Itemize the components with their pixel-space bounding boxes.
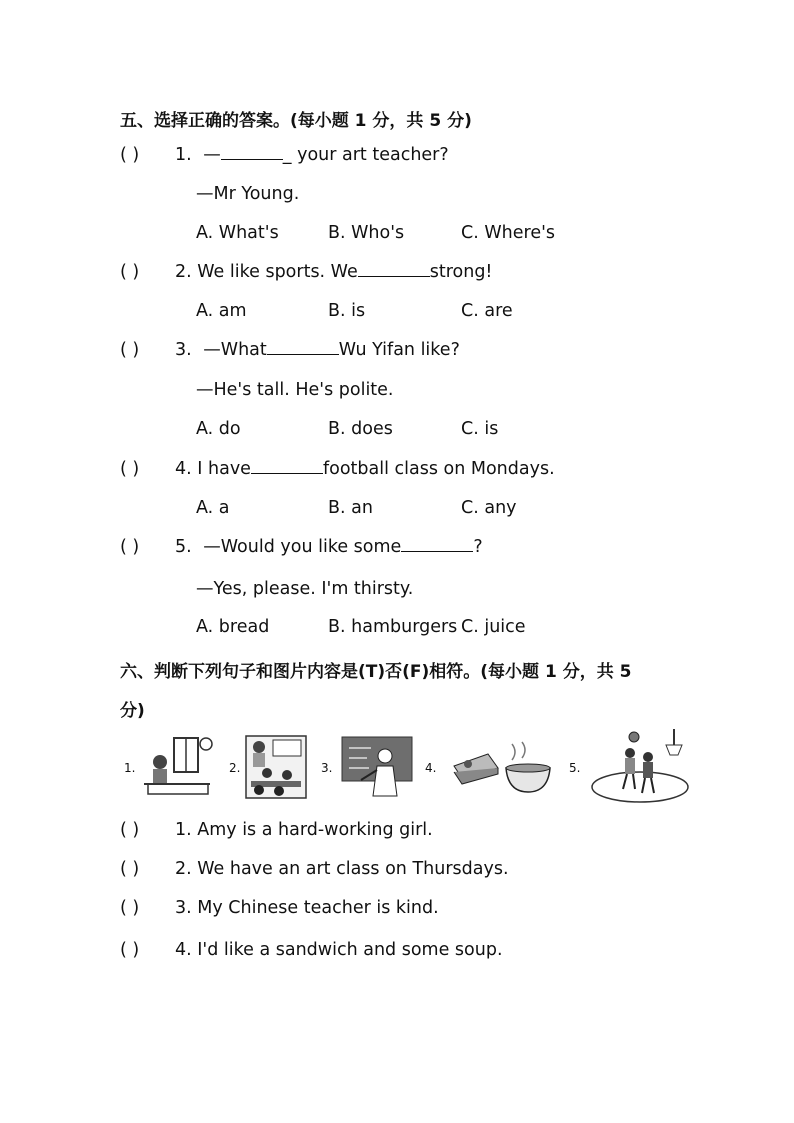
question-pre: — <box>203 145 221 165</box>
question-pre: —What <box>203 340 267 360</box>
q3-option-b: B. does <box>328 419 393 439</box>
picture-art-class <box>245 735 307 799</box>
question-number: 1. <box>175 145 192 165</box>
answer-paren-q3[interactable]: ( ) <box>120 340 140 360</box>
question-3 <box>175 340 460 360</box>
question-number: 5. <box>175 537 192 557</box>
question-post: _ your art teacher? <box>282 145 449 165</box>
answer-blank[interactable] <box>221 158 283 160</box>
q4-option-c: C. any <box>461 498 517 518</box>
question-post: Wu Yifan like? <box>338 340 460 360</box>
picture-number-3: 3. <box>321 761 333 775</box>
answer-blank[interactable] <box>401 550 473 552</box>
answer-paren-q1[interactable]: ( ) <box>120 145 140 165</box>
statement-3: 3. My Chinese teacher is kind. <box>175 898 439 918</box>
statement-2: 2. We have an art class on Thursdays. <box>175 859 509 879</box>
picture-girl-studying <box>140 732 215 800</box>
answer-paren-q4[interactable]: ( ) <box>120 459 140 479</box>
question-number: 3. <box>175 340 192 360</box>
q2-option-a: A. am <box>196 301 247 321</box>
answer-paren-s3[interactable]: ( ) <box>120 898 140 918</box>
section5-title: 五、选择正确的答案。(每小题 1 分，共 5 分) <box>120 111 472 131</box>
q5-option-c: C. juice <box>461 617 526 637</box>
question-5 <box>175 537 483 557</box>
question-4 <box>175 459 555 479</box>
answer-paren-s4[interactable]: ( ) <box>120 940 140 960</box>
question-number: 4. <box>175 459 192 479</box>
answer-paren-s2[interactable]: ( ) <box>120 859 140 879</box>
q4-option-a: A. a <box>196 498 230 518</box>
q1-option-c: C. Where's <box>461 223 556 243</box>
q2-option-c: C. are <box>461 301 513 321</box>
question-post: football class on Mondays. <box>322 459 555 479</box>
q5-option-a: A. bread <box>196 617 270 637</box>
answer-blank[interactable] <box>358 275 430 277</box>
section6-title-cont: 分) <box>120 701 145 721</box>
question-3-response: —He's tall. He's polite. <box>196 380 394 400</box>
answer-paren-s1[interactable]: ( ) <box>120 820 140 840</box>
question-pre: —Would you like some <box>203 537 402 557</box>
statement-4: 4. I'd like a sandwich and some soup. <box>175 940 503 960</box>
question-post: ? <box>473 537 483 557</box>
q2-option-b: B. is <box>328 301 366 321</box>
section6-title: 六、判断下列句子和图片内容是(T)否(F)相符。(每小题 1 分，共 5 <box>120 662 632 682</box>
picture-number-1: 1. <box>124 761 136 775</box>
picture-number-4: 4. <box>425 761 437 775</box>
question-number: 2. <box>175 262 192 282</box>
q5-option-b: B. hamburgers <box>328 617 458 637</box>
picture-sandwich-soup <box>448 738 553 796</box>
q1-option-a: A. What's <box>196 223 279 243</box>
picture-basketball <box>590 727 690 805</box>
q3-option-a: A. do <box>196 419 241 439</box>
question-1 <box>175 145 449 165</box>
answer-blank[interactable] <box>251 472 323 474</box>
question-post: strong! <box>429 262 493 282</box>
answer-paren-q2[interactable]: ( ) <box>120 262 140 282</box>
answer-blank[interactable] <box>267 353 339 355</box>
answer-paren-q5[interactable]: ( ) <box>120 537 140 557</box>
q3-option-c: C. is <box>461 419 499 439</box>
question-5-response: —Yes, please. I'm thirsty. <box>196 579 414 599</box>
q4-option-b: B. an <box>328 498 373 518</box>
question-1-response: —Mr Young. <box>196 184 300 204</box>
question-pre: I have <box>197 459 251 479</box>
picture-teacher-blackboard <box>341 736 413 798</box>
picture-number-5: 5. <box>569 761 581 775</box>
question-2 <box>175 262 492 282</box>
q1-option-b: B. Who's <box>328 223 405 243</box>
statement-1: 1. Amy is a hard-working girl. <box>175 820 433 840</box>
picture-number-2: 2. <box>229 761 241 775</box>
question-pre: We like sports. We <box>197 262 358 282</box>
